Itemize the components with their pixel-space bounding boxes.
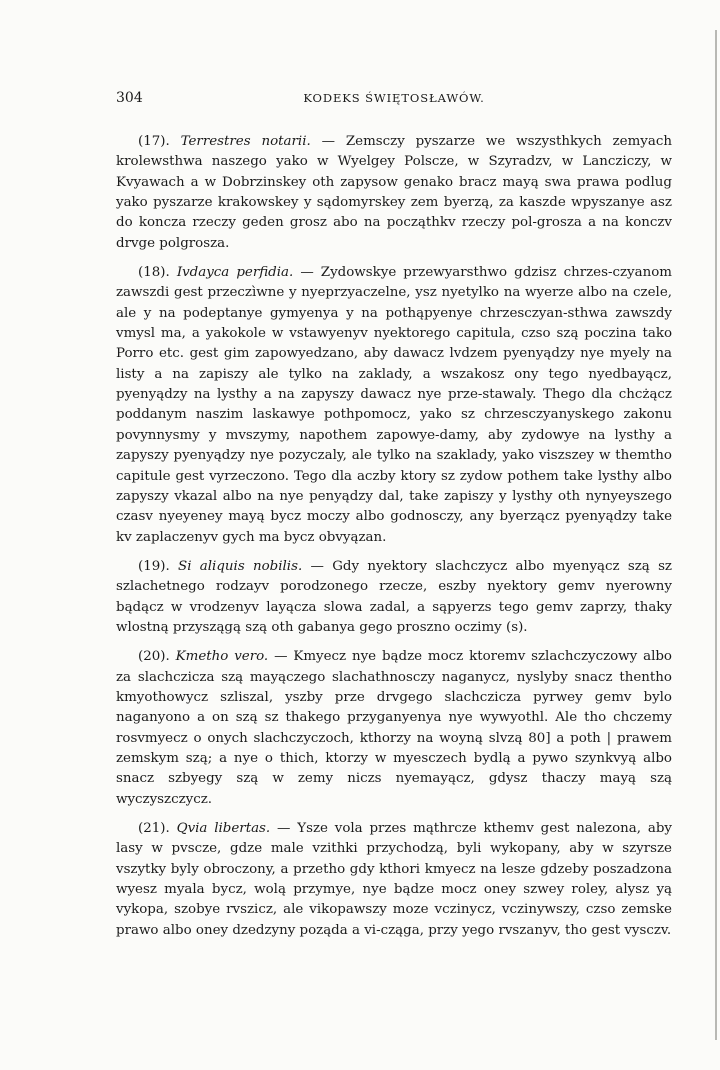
paragraph-title: Kmetho vero. (175, 649, 269, 665)
paragraph-17 (116, 132, 672, 254)
paragraph-title: Ivdayca perfidia. (176, 265, 294, 281)
paragraph-text: — Zydowskye przewyarsthwo gdzisz chrzes-czyanom zawszdi gest przeczìwne y nyeprzyaczelne, ysz nyetylko na wyerze albo na czele, ale y na podeptanye gymyenya y na pothąpyenye chrzesczyan-sthwa zawszdy vmysl ma, a yakokole w vstawyenyv nyektorego capitula, czso szą poczina tako Porro etc. gest gim zapowyedzano, aby dawacz lvdzem pyenyądzy nye myely na listy a na zapiszy ale tylko na zaklady, a wszakosz ony tego nyedbayącz, pyenyądzy na lysthy a na zapyszy dawacz nye prze-stawaly. Thego dla chcżącz poddanym naszim laskawye pothpomocz, yako sz chrzesczyanyskego zakonu povynnysmy y mvszymy, napothem zapowye-damy, aby zydowye na lysthy a zapyszy pyenyądzy nye pozyczaly, ale tylko na szaklady, yako viszszey w themtho capitule gest vyrzeczono. Tego dla aczby ktory sz zydow pothem take lysthy albo zapyszy vkazal albo na nye penyądzy dal, take zapiszy y lysthy oth nynyeyszego czasv nyeyeney mayą bycz moczy albo godnosczy, any byerzącz pyenyądzy take kv zaplaczenyv gych ma bycz obvyązan. (116, 265, 672, 545)
paragraph-text: — Gdy nyektory slachczycz albo myenyącz szą sz szlachetnego rodzayv porodzonego rzecze, eszby nyektory gemv nyerowny bądącz w vrodzenyv layącza slowa zadal, a sąpyerzs tego gemv zaprzy, thaky wlostną przyszągą szą oth gabanya gego proszno oczimy (s). (116, 558, 672, 635)
paragraph-number: (18). (138, 265, 170, 281)
paragraph-title: Terrestres notarii. (180, 134, 311, 149)
text-body (116, 132, 672, 950)
paragraph-text: — Ysze vola przes mąthrcze kthemv gest nalezona, aby lasy w pvscze, gdze male vzithki przychodzą, byli wykopany, aby w szyrsze vszytky byly obroczony, a przetho gdy kthori kmyecz na lesze gdzeby poszadzona wyesz myala bycz, wolą przymye, nye bądze mocz oney szwey roley, alysz yą vykopa, szobye rvszicz, ale vikopawszy moze vczinycz, vczinywszy, czso zemske prawo albo oney dzedzyny poząda a vi-cząga, przy yego rvszanyv, tho gest vysczv. (116, 821, 672, 938)
paragraph-number: (17). (138, 134, 170, 149)
paragraph-title: Qvia libertas. (176, 821, 271, 836)
paragraph-title: Si aliquis nobilis. (178, 558, 303, 574)
paragraph-number: (21). (138, 821, 170, 836)
paragraph-20 (116, 647, 672, 810)
paragraph-18 (116, 263, 672, 548)
page-edge-shadow (715, 30, 717, 1040)
running-head: KODEKS ŚWIĘTOSŁAWÓW. (303, 91, 485, 105)
paragraph-text: — Kmyecz nye bądze mocz ktoremv szlachczyczowy albo za slachczicza szą mayączego slachathnosczy naganycz, nyslyby snacz thentho kmyothowycz szliszal, yszby prze drvgego slachczicza pyrwey gemv bylo naganyono a on szą sz thakego przyganyenya nye wywyothl. Ale tho chczemy rosvmyecz o onych slachczyczoch, kthorzy na woyną slvzą 80] a poth | prawem zemskym szą; a nye o thich, ktorzy w myesczech bydlą a pywo szynkvyą albo snacz szbyegy szą w zemy niczs nyemayącz, gdysz thaczy mayą szą wyczyszczycz. (116, 649, 672, 807)
paragraph-number: (20). (138, 649, 170, 665)
page-header (116, 90, 672, 110)
paragraph-text: — Zemsczy pyszarze we wszysthkych zemyach krolewsthwa naszego yako w Wyelgey Polscze, w Szyradzv, w Lancziczy, w Kvyawach a w Dobrzinskey oth zapysow genako bracz mayą swa prawa podlug yako pyszarze krakowskey y sądomyrskey zem byerzą, za kaszde wpyszanye asz do koncza rzeczy geden grosz abo na począthkv rzeczy pol-grosza a na konczv drvge polgrosza. (116, 134, 672, 251)
paragraph-21 (116, 819, 672, 941)
page-number: 304 (116, 90, 143, 106)
paragraph-number: (19). (138, 558, 170, 574)
paragraph-19 (116, 557, 672, 638)
